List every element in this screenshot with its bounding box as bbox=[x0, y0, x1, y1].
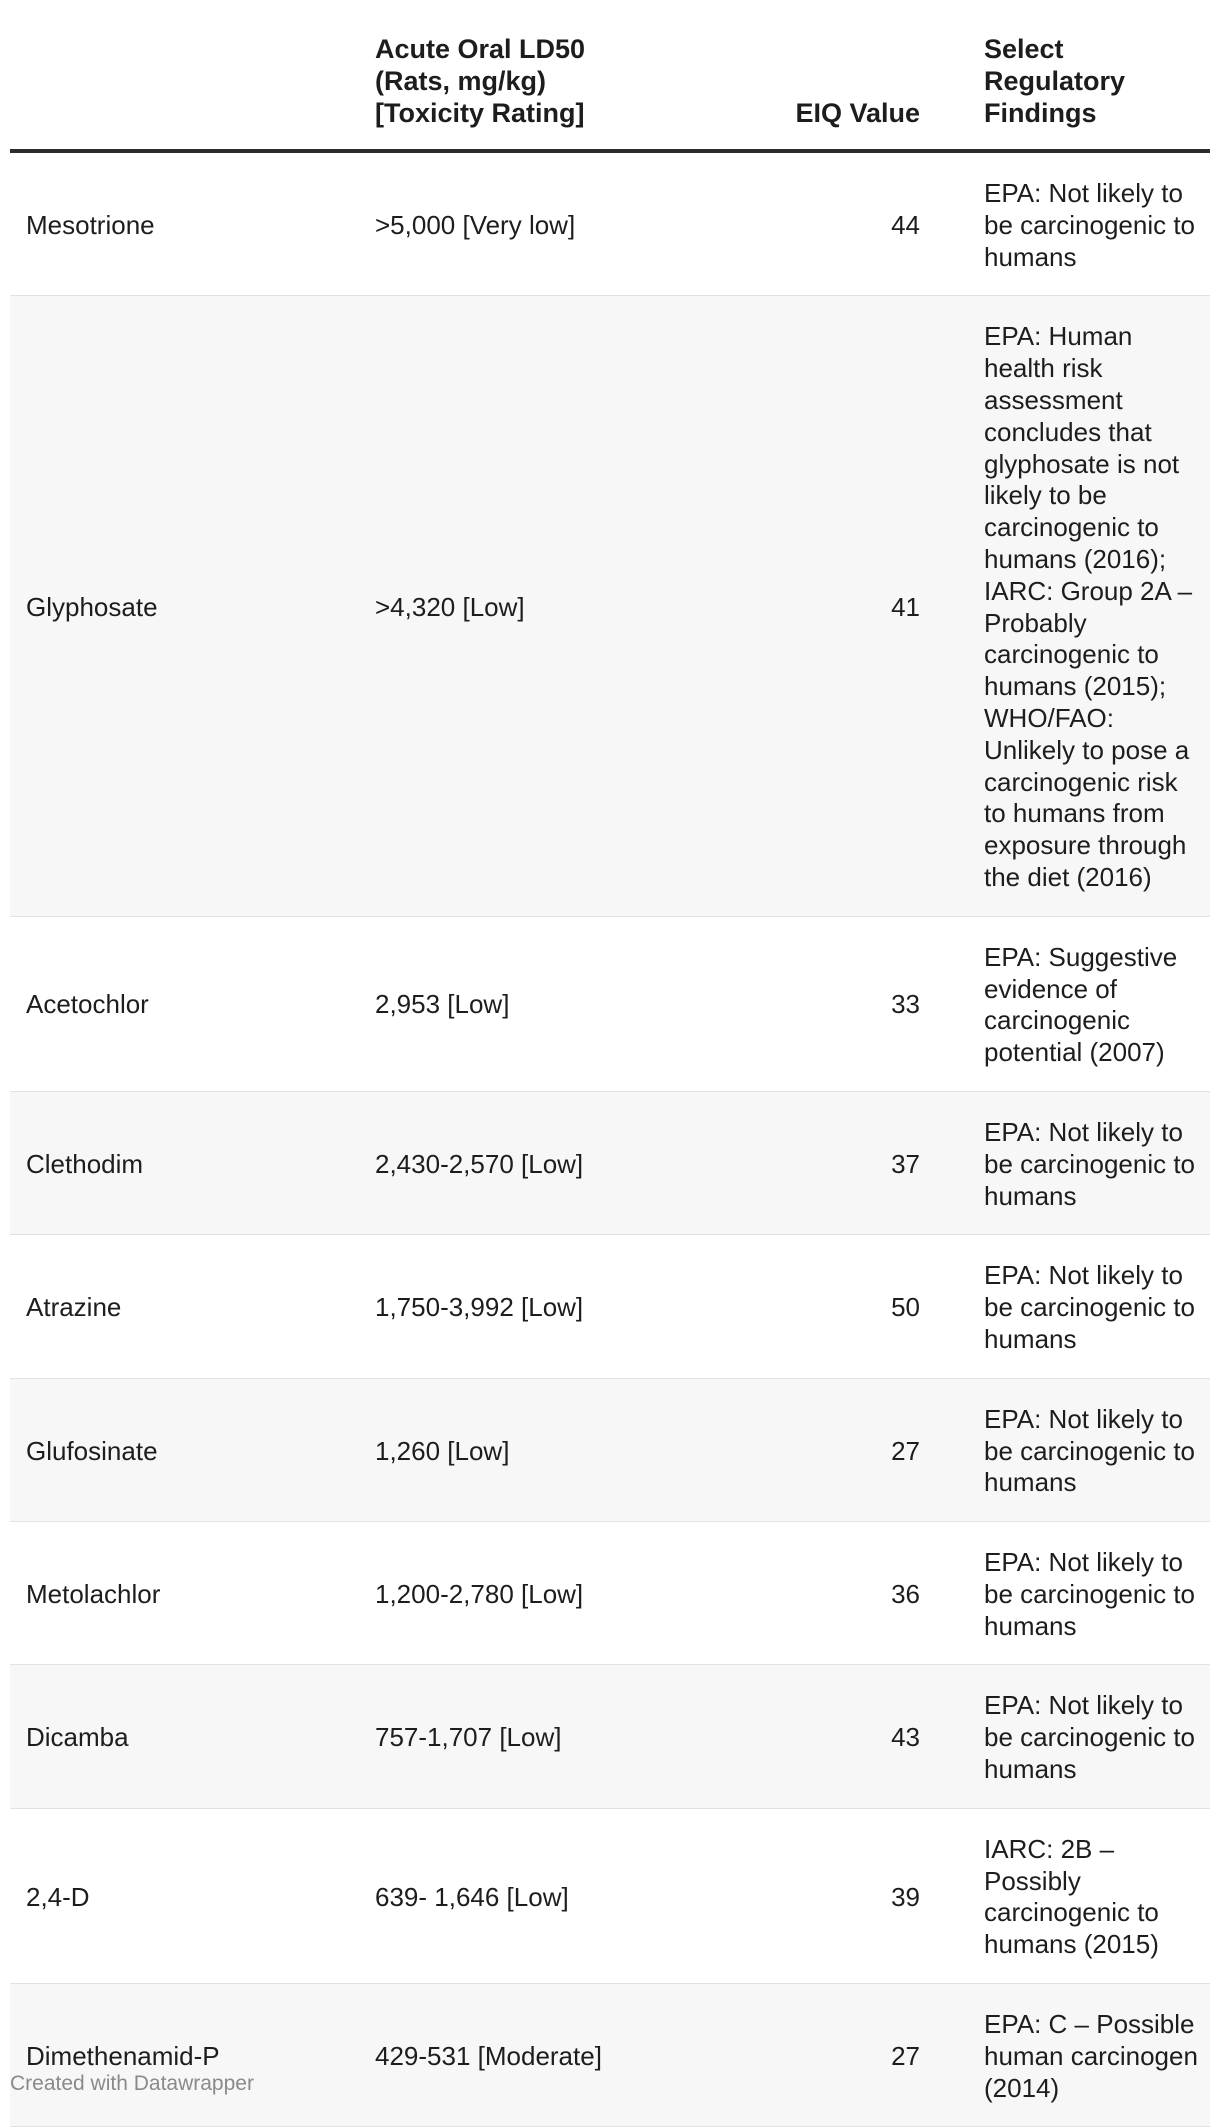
regulatory-findings: EPA: Human health risk assessment concludes that glyphosate is not likely to be carcinogenic to humans (2016); IARC: Group 2A – Probably carcinogenic to humans (2015); WHO/FAO: Unlikely to pose a carcinogenic risk to humans from exposure through the diet (2016) bbox=[920, 296, 1210, 916]
table-row bbox=[10, 1522, 1210, 1665]
table-container bbox=[10, 0, 1210, 2127]
ld50-value: 1,260 [Low] bbox=[375, 1378, 645, 1521]
regulatory-findings: EPA: Not likely to be carcinogenic to humans bbox=[920, 1091, 1210, 1234]
header-findings bbox=[920, 0, 1210, 151]
table-row bbox=[10, 1378, 1210, 1521]
ld50-value: 1,750-3,992 [Low] bbox=[375, 1235, 645, 1378]
compound-name: Atrazine bbox=[10, 1235, 375, 1378]
datawrapper-credit: Created with Datawrapper bbox=[10, 2072, 254, 2095]
eiq-value: 50 bbox=[645, 1235, 920, 1378]
table-row bbox=[10, 1808, 1210, 1983]
ld50-value: 2,953 [Low] bbox=[375, 916, 645, 1091]
regulatory-findings: EPA: Not likely to be carcinogenic to humans bbox=[920, 1378, 1210, 1521]
regulatory-findings: EPA: Not likely to be carcinogenic to humans bbox=[920, 1235, 1210, 1378]
header-ld50-line-1: Acute Oral LD50 bbox=[375, 34, 586, 64]
table-row bbox=[10, 1091, 1210, 1234]
header-row bbox=[10, 0, 1210, 151]
compound-name: Acetochlor bbox=[10, 916, 375, 1091]
compound-name: Dicamba bbox=[10, 1665, 375, 1808]
ld50-value: >4,320 [Low] bbox=[375, 296, 645, 916]
eiq-value: 44 bbox=[645, 151, 920, 296]
table-row bbox=[10, 1984, 1210, 2127]
regulatory-findings: EPA: Not likely to be carcinogenic to humans bbox=[920, 1522, 1210, 1665]
eiq-value: 39 bbox=[645, 1808, 920, 1983]
eiq-value: 27 bbox=[645, 1984, 920, 2127]
herbicide-table bbox=[10, 0, 1210, 2127]
regulatory-findings: EPA: Not likely to be carcinogenic to humans bbox=[920, 151, 1210, 296]
ld50-value: 639- 1,646 [Low] bbox=[375, 1808, 645, 1983]
compound-name: Metolachlor bbox=[10, 1522, 375, 1665]
eiq-value: 41 bbox=[645, 296, 920, 916]
table-row bbox=[10, 296, 1210, 916]
ld50-value: >5,000 [Very low] bbox=[375, 151, 645, 296]
eiq-value: 43 bbox=[645, 1665, 920, 1808]
eiq-value: 33 bbox=[645, 916, 920, 1091]
header-eiq: EIQ Value bbox=[645, 0, 920, 151]
eiq-value: 37 bbox=[645, 1091, 920, 1234]
header-compound bbox=[10, 0, 375, 151]
compound-name: Glufosinate bbox=[10, 1378, 375, 1521]
eiq-value: 27 bbox=[645, 1378, 920, 1521]
header-findings-line-2: Findings bbox=[984, 98, 1097, 128]
compound-name: Glyphosate bbox=[10, 296, 375, 916]
compound-name: Mesotrione bbox=[10, 151, 375, 296]
regulatory-findings: EPA: C – Possible human carcinogen (2014) bbox=[920, 1984, 1210, 2127]
ld50-value: 2,430-2,570 [Low] bbox=[375, 1091, 645, 1234]
regulatory-findings: IARC: 2B – Possibly carcinogenic to humans (2015) bbox=[920, 1808, 1210, 1983]
header-ld50 bbox=[375, 0, 645, 151]
table-row bbox=[10, 1665, 1210, 1808]
eiq-value: 36 bbox=[645, 1522, 920, 1665]
regulatory-findings: EPA: Suggestive evidence of carcinogenic potential (2007) bbox=[920, 916, 1210, 1091]
header-ld50-line-3: [Toxicity Rating] bbox=[375, 98, 585, 128]
compound-name: Clethodim bbox=[10, 1091, 375, 1234]
compound-name: Dimethenamid-P bbox=[10, 1984, 375, 2127]
compound-name: 2,4-D bbox=[10, 1808, 375, 1983]
header-ld50-line-2: (Rats, mg/kg) bbox=[375, 66, 547, 96]
table-row bbox=[10, 916, 1210, 1091]
header-findings-line-1: Select Regulatory bbox=[984, 34, 1126, 96]
ld50-value: 757-1,707 [Low] bbox=[375, 1665, 645, 1808]
regulatory-findings: EPA: Not likely to be carcinogenic to humans bbox=[920, 1665, 1210, 1808]
ld50-value: 429-531 [Moderate] bbox=[375, 1984, 645, 2127]
table-row bbox=[10, 1235, 1210, 1378]
ld50-value: 1,200-2,780 [Low] bbox=[375, 1522, 645, 1665]
table-row bbox=[10, 151, 1210, 296]
